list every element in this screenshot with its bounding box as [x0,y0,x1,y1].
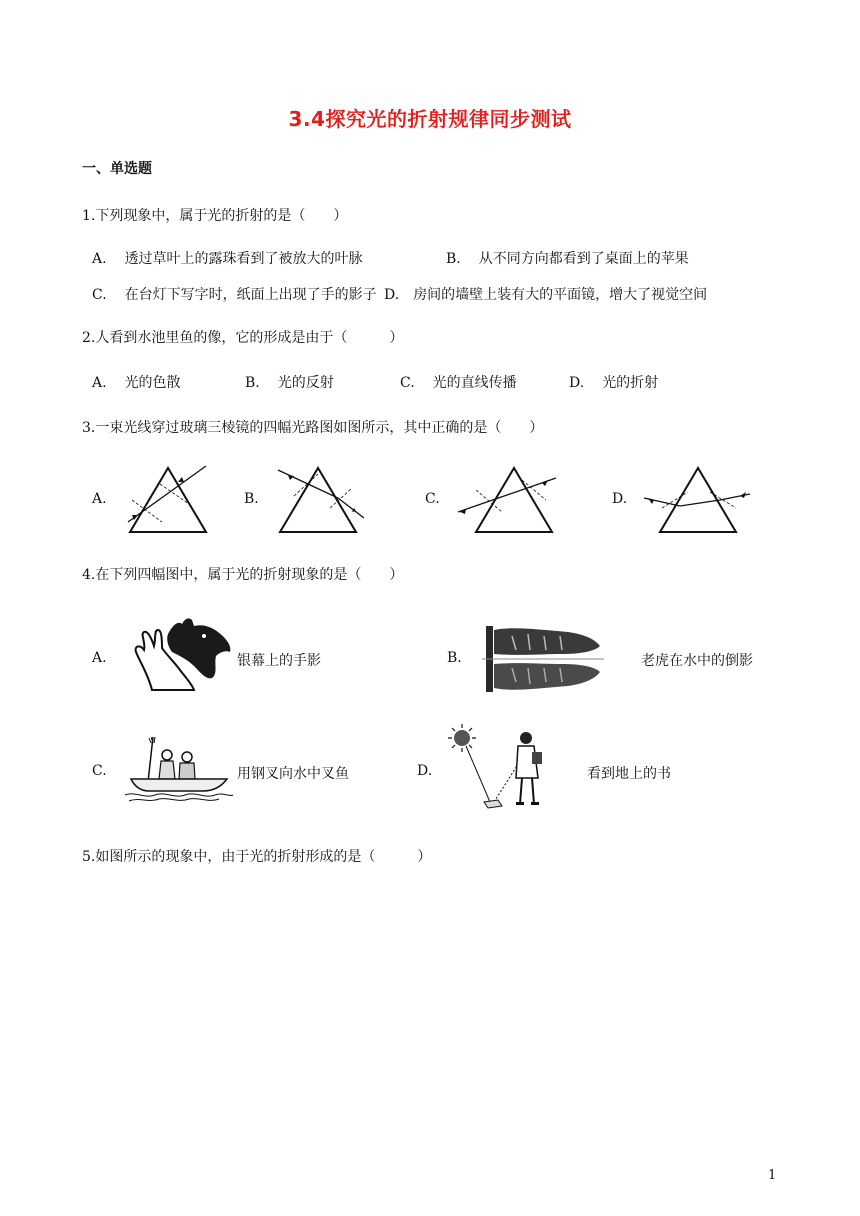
option-text: 房间的墙壁上装有大的平面镜，增大了视觉空间 [413,287,708,303]
tiger-reflection-icon[interactable] [482,624,604,694]
page-number: 1 [768,1168,777,1183]
question-2-option-b[interactable] [245,372,334,392]
question-4-option-b-text: 老虎在水中的倒影 [641,653,753,669]
question-3-option-b-label[interactable]: B. [244,491,259,507]
question-4-option-a-label[interactable]: A. [92,650,107,666]
option-text: 光的色散 [124,375,181,391]
question-1-option-b[interactable] [446,248,689,268]
option-text: 光的折射 [602,375,659,391]
fishing-boat-icon[interactable] [123,735,235,803]
prism-ray-diagram-a-icon[interactable] [120,462,220,538]
question-3-option-a-label[interactable]: A. [92,491,107,507]
prism-ray-diagram-b-icon[interactable] [272,460,372,538]
question-2-option-d[interactable] [569,372,658,392]
question-4-option-b-label[interactable]: B. [447,650,462,666]
prism-ray-diagram-c-icon[interactable] [452,460,562,538]
section-heading: 一、单选题 [82,161,152,177]
question-4-option-d-label[interactable]: D. [417,763,433,779]
question-2-stem: 2.人看到水池里鱼的像，它的形成是由于（ ） [82,330,404,346]
question-3-option-d-label[interactable]: D. [612,491,628,507]
option-text: 从不同方向都看到了桌面上的苹果 [478,251,689,267]
question-4-stem: 4.在下列四幅图中，属于光的折射现象的是（ ） [82,567,404,583]
page-title: 3.4探究光的折射规律同步测试 [288,107,572,131]
question-4-option-d-text: 看到地上的书 [587,766,671,782]
question-1-option-d[interactable] [384,284,707,304]
question-3-option-c-label[interactable]: C. [425,491,440,507]
option-label: B. [245,375,260,391]
option-label: C. [92,287,107,303]
prism-ray-diagram-d-icon[interactable] [640,462,754,538]
question-3-stem: 3.一束光线穿过玻璃三棱镜的四幅光路图如图所示，其中正确的是（ ） [82,420,544,436]
option-label: B. [446,251,461,267]
question-1-stem: 1.下列现象中，属于光的折射的是（ ） [82,208,348,224]
option-label: D. [384,287,400,303]
option-label: D. [569,375,585,391]
question-1-option-a[interactable] [92,248,363,268]
question-1-option-c[interactable] [92,284,377,304]
option-text: 光的直线传播 [432,375,517,391]
hand-shadow-icon[interactable] [122,612,234,692]
question-4-option-a-text: 银幕上的手影 [237,653,321,669]
option-text: 光的反射 [277,375,334,391]
option-label: A. [92,251,107,267]
option-label: A. [92,375,107,391]
question-2-option-c[interactable] [400,372,517,392]
question-4-option-c-text: 用钢叉向水中叉鱼 [237,766,349,782]
option-text: 在台灯下写字时，纸面上出现了手的影子 [124,287,377,303]
option-text: 透过草叶上的露珠看到了被放大的叶脉 [124,251,363,267]
question-5-stem: 5.如图所示的现象中，由于光的折射形成的是（ ） [82,849,432,865]
girl-book-icon[interactable] [446,722,558,814]
option-label: C. [400,375,415,391]
question-2-option-a[interactable] [92,372,181,392]
question-4-option-c-label[interactable]: C. [92,763,107,779]
